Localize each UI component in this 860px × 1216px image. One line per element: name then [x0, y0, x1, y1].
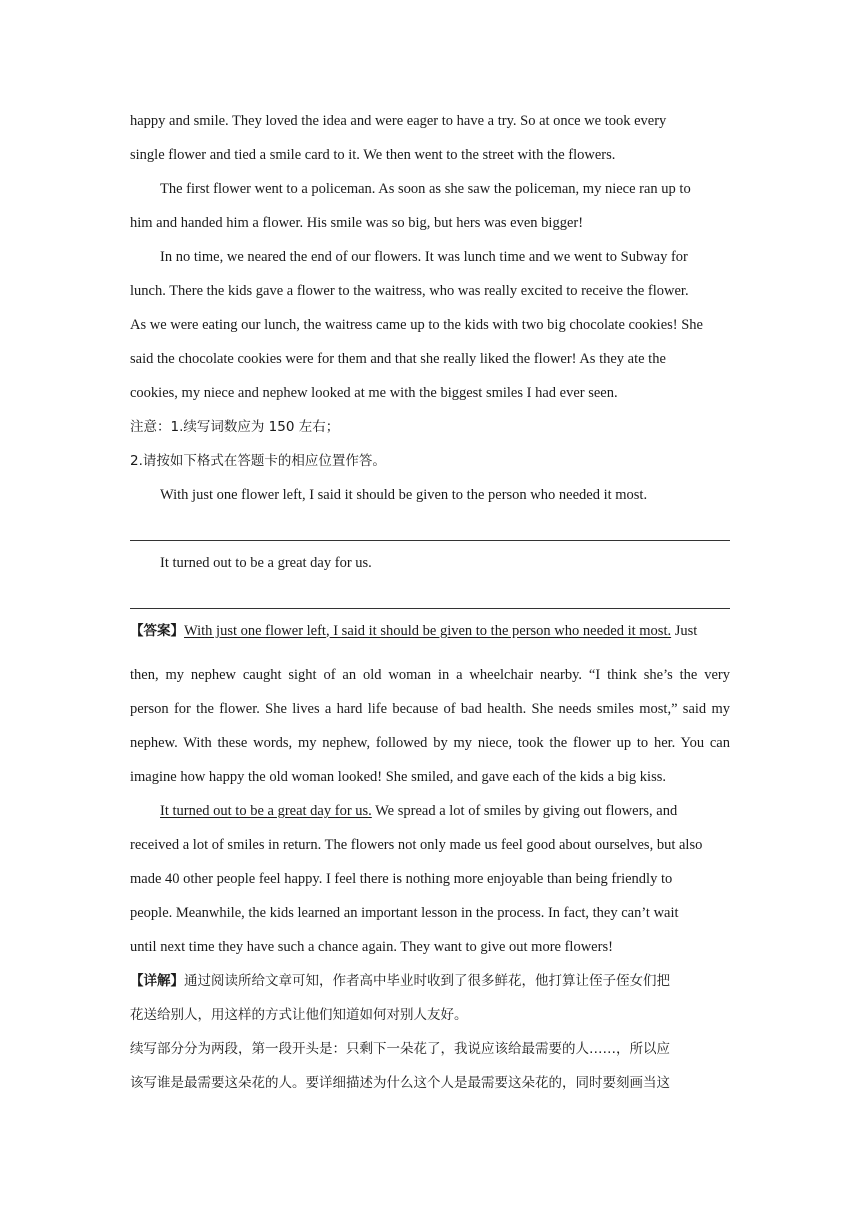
answer-line: imagine how happy the old woman looked! She smiled, and gave each of the kids a big kiss.: [130, 769, 666, 785]
answer-line: then, my nephew caught sight of an old woman in a wheelchair nearby. “I think she’s the very: [130, 667, 730, 683]
answer-underlined-text: It turned out to be a great day for us.: [160, 803, 372, 819]
prompt-paragraph-1: With just one flower left, I said it should be given to the person who needed it most.: [160, 487, 648, 503]
note-line: 2.请按如下格式在答题卡的相应位置作答。: [130, 453, 386, 469]
answer-line: received a lot of smiles in return. The flowers not only made us feel good about ourselves, but also: [130, 837, 703, 853]
answer-line: until next time they have such a chance again. They want to give out more flowers!: [130, 939, 613, 955]
answer-line: people. Meanwhile, the kids learned an important lesson in the process. In fact, they can’t wait: [130, 905, 679, 921]
story-line: him and handed him a flower. His smile was so big, but hers was even bigger!: [130, 215, 584, 231]
answer-line: nephew. With these words, my nephew, followed by my niece, took the flower up to her. You can: [130, 735, 730, 751]
answer-text: We spread a lot of smiles by giving out flowers, and: [371, 803, 678, 819]
detail-line: 花送给别人，用这样的方式让他们知道如何对别人友好。: [130, 1007, 468, 1023]
answer-label: 【答案】: [130, 623, 184, 639]
story-line: In no time, we neared the end of our flowers. It was lunch time and we went to Subway for: [160, 249, 688, 265]
answer-text: Just: [671, 623, 698, 639]
answer-blank-line: [130, 512, 730, 546]
answer-paragraph-2-first-line: [130, 794, 730, 828]
answer-blank-line: [130, 580, 730, 614]
answer-line: made 40 other people feel happy. I feel there is nothing more enjoyable than being friendly to: [130, 871, 673, 887]
answer-underlined-text: With just one flower left: [184, 623, 326, 639]
story-line: The first flower went to a policeman. As soon as she saw the policeman, my niece ran up to: [160, 181, 691, 197]
answer-underlined-text: I said it should be given to the person who needed it most.: [329, 623, 672, 639]
answer-line: person for the flower. She lives a hard life because of bad health. She needs smiles most,” said my: [130, 701, 730, 717]
story-line: happy and smile. They loved the idea and were eager to have a try. So at once we took every: [130, 113, 667, 129]
story-line: cookies, my niece and nephew looked at me with the biggest smiles I had ever seen.: [130, 385, 618, 401]
detail-line: 续写部分分为两段，第一段开头是：只剩下一朵花了，我说应该给最需要的人……，所以应: [130, 1041, 670, 1057]
detail-line: 该写谁是最需要这朵花的人。要详细描述为什么这个人是最需要这朵花的，同时要刻画当这: [130, 1075, 670, 1091]
detail-text: 通过阅读所给文章可知，作者高中毕业时收到了很多鲜花，他打算让侄子侄女们把: [184, 973, 670, 989]
note-line: 注意：1.续写词数应为 150 左右；: [130, 419, 340, 435]
story-line: As we were eating our lunch, the waitress came up to the kids with two big chocolate cookies! She: [130, 317, 703, 333]
detail-first-line: [130, 964, 730, 998]
detail-label: 【详解】: [130, 973, 184, 989]
answer-first-line: [130, 614, 730, 658]
story-line: said the chocolate cookies were for them and that she really liked the flower! As they ate the: [130, 351, 666, 367]
story-line: lunch. There the kids gave a flower to the waitress, who was really excited to receive the flower.: [130, 283, 689, 299]
story-line: single flower and tied a smile card to it. We then went to the street with the flowers.: [130, 147, 616, 163]
prompt-paragraph-2: It turned out to be a great day for us.: [160, 555, 372, 571]
answer-comma: ,: [325, 623, 330, 639]
document-body: [130, 104, 730, 1100]
